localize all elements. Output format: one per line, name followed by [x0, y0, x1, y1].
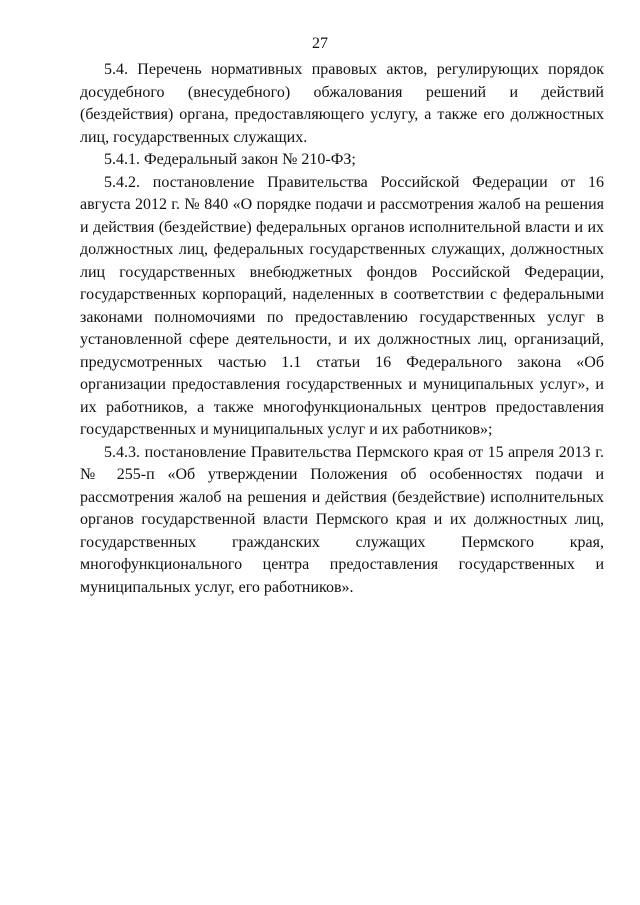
page-number: 27	[312, 35, 328, 52]
paragraph-5-4-1: 5.4.1. Федеральный закон № 210-ФЗ;	[104, 151, 356, 168]
paragraph-5-4: 5.4. Перечень нормативных правовых актов, регулирующих порядок досудебного (внесудебного) обжалования решений и действий (бездействия) органа, предоставляющего услугу, а также его должностных лиц, государственных служащих.	[80, 61, 604, 146]
paragraph-5-4-3: 5.4.3. постановление Правительства Пермского края от 15 апреля 2013 г. № 255-п «Об утверждении Положения об особенностях подачи и рассмотрения жалоб на решения и действия (бездействие) исполнительных органов государственной власти Пермского края и их должностных лиц, государственных гражданских служащих Пермского края, многофункционального центра предоставления государственных и муниципальных услуг, его работников».	[80, 443, 604, 596]
document-body	[80, 59, 604, 599]
paragraph-5-4-2: 5.4.2. постановление Правительства Российской Федерации от 16 августа 2012 г. № 840 «О порядке подачи и рассмотрения жалоб на решения и действия (бездействие) федеральных органов исполнительной власти и их должностных лиц, федеральных государственных служащих, должностных лиц государственных внебюджетных фондов Российской Федерации, государственных корпораций, наделенных в соответствии с федеральными законами полномочиями по предоставлению государственных услуг в установленной сфере деятельности, и их должностных лиц, организаций, предусмотренных частью 1.1 статьи 16 Федерального закона «Об организации предоставления государственных и муниципальных услуг», и их работников, а также многофункциональных центров предоставления государственных и муниципальных услуг и их работников»;	[80, 173, 604, 438]
